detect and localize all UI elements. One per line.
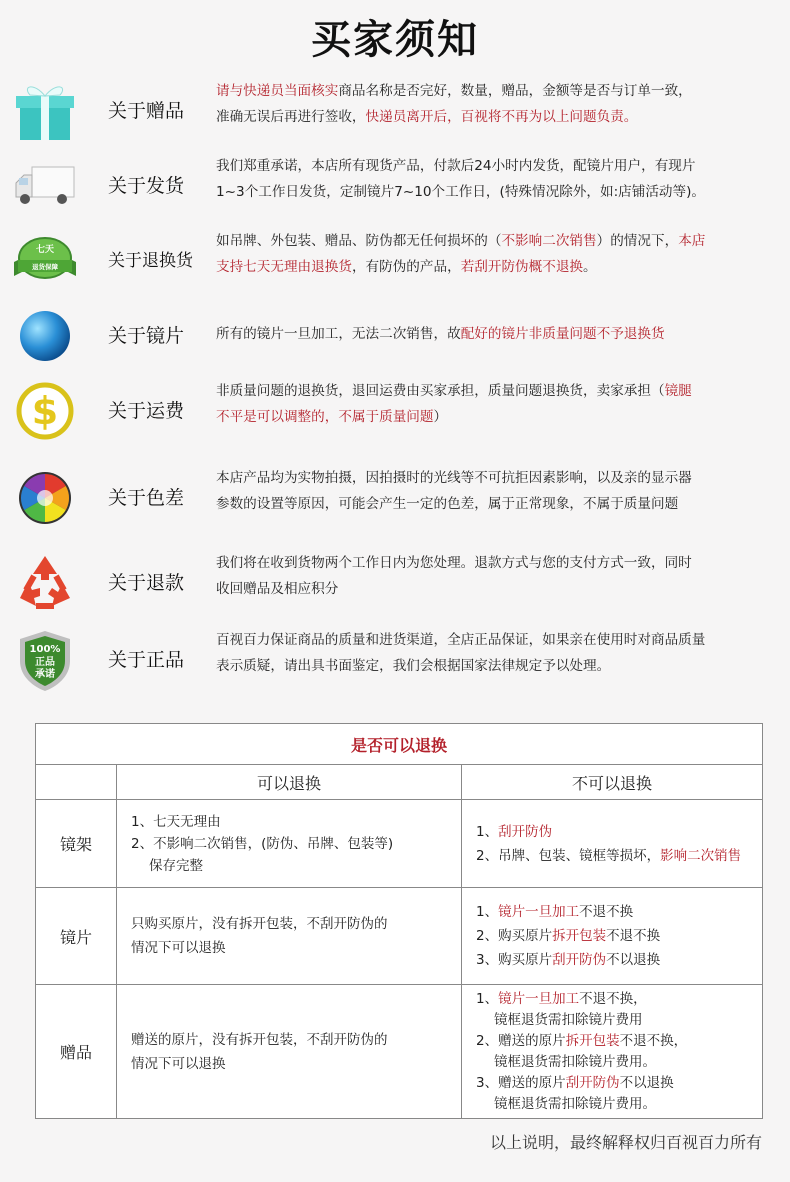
notice-text: 1~3个工作日发货，定制镜片7~10个工作日，(特殊情况除外，如:店铺活动等)。 [216,184,706,200]
notice-line [216,254,776,280]
notice-label: 关于退款 [108,572,185,594]
notice-lens [0,303,790,383]
return-policy-table [35,723,763,1119]
notice-text: 如吊牌、外包装、赠品、防伪都无任何损坏的（ [216,233,502,249]
notice-line [216,576,776,602]
notice-line [216,104,776,130]
cannot-return-cell [462,888,763,985]
cell-text: 刮开防伪 [565,1074,620,1091]
seven-day-guarantee-badge-icon [12,228,78,294]
cell-line: 保存完整 [149,857,203,874]
cell-line [476,844,754,868]
notice-text: 百视百力保证商品的质量和进货渠道，全店正品保证，如果亲在使用时对商品质量 [216,632,706,648]
badge-text: 100% [29,644,61,655]
notice-text: 本店产品均为实物拍摄，因拍摄时的光线等不可抗拒因素影响，以及亲的显示器 [216,470,692,486]
notice-text: 快递员离开后，百视将不再为以上问题负责。 [365,109,638,125]
notice-line [216,653,776,679]
can-return-cell [117,888,462,985]
cell-text: 2、购买原片 [476,928,553,944]
cell-text: 拆开包装 [552,928,607,944]
notice-text: 镜腿 [664,383,692,399]
badge-text: 承诺 [35,669,55,680]
notice-color-difference [0,465,790,545]
notice-text: 本店 [678,233,706,249]
column-header-can-return: 可以退换 [117,765,462,800]
dollar-coin-icon [12,378,78,444]
notice-text: ，有防伪的产品， [351,259,461,275]
color-wheel-icon [12,465,78,531]
table-row [36,800,763,888]
page-title: 买家须知 [311,17,479,63]
notice-desc [216,550,776,602]
notice-freight [0,378,790,458]
cell-line [476,900,754,924]
notice-desc [216,228,776,280]
notice-return [0,228,790,308]
cell-text: 3、购买原片 [476,952,553,968]
cell-text: 1、 [476,823,499,840]
cell-line: 情况下可以退换 [131,1055,226,1072]
cell-line: 镜框退货需扣除镜片费用。 [494,1053,656,1070]
notice-label: 关于镜片 [108,325,185,347]
cell-text: 2、赠送的原片 [476,1032,566,1049]
notice-gift [0,78,790,158]
cell-text: 不以退换 [606,952,661,968]
notice-line [216,78,776,104]
notice-line [216,627,776,653]
cell-line: 2、不影响二次销售，(防伪、吊牌、包装等) [131,835,394,852]
notice-label: 关于发货 [108,175,185,197]
cannot-return-cell [462,985,763,1119]
authentic-shield-icon [12,627,78,693]
recycle-arrows-icon [12,550,78,616]
notice-line [216,465,776,491]
cell-line: 镜框退货需扣除镜片费用 [494,1011,643,1028]
row-category: 镜片 [36,888,117,985]
notice-label: 关于色差 [108,487,185,509]
cell-text: 1、 [476,904,499,920]
notice-text: 不影响二次销售 [501,233,597,249]
cell-line [476,1031,754,1052]
column-header-cannot-return: 不可以退换 [462,765,763,800]
notice-desc [216,627,776,679]
notice-desc [216,321,776,347]
notice-desc [216,465,776,517]
notice-text: 非质量问题的退换货，退回运费由买家承担，质量问题退换货，卖家承担（ [216,383,665,399]
notice-text: 商品名称是否完好，数量，赠品，金额等是否与订单一致， [338,83,692,99]
notice-text: 。 [583,259,597,275]
notice-text: ） [433,409,448,425]
notice-line [216,404,776,430]
notice-label: 关于运费 [108,400,185,422]
notice-authentic [0,627,790,707]
table-header-row [36,765,763,800]
cell-line [476,948,754,972]
cell-line: 只购买原片，没有拆开包装，不刮开防伪的 [131,916,388,932]
row-category: 镜架 [36,800,117,888]
notice-line [216,228,776,254]
notice-text: ）的情况下， [596,233,679,249]
table-row [36,888,763,985]
notice-text: 配好的镜片非质量问题不予退换货 [460,326,665,342]
cell-text: 不退不换， [619,1032,688,1049]
table-title-row [36,724,763,765]
cell-text: 1、 [476,990,499,1007]
notice-text: 准确无误后再进行签收， [216,109,366,125]
cell-text: 不以退换 [619,1074,674,1091]
notice-text: 若刮开防伪概不退换 [460,259,584,275]
notice-refund [0,550,790,630]
notice-text: 表示质疑，请出具书面鉴定，我们会根据国家法律规定予以处理。 [216,658,611,674]
table-corner-cell [36,765,117,800]
notice-line [216,550,776,576]
notice-line [216,321,776,347]
cell-text: 影响二次销售 [660,847,742,864]
table-row [36,985,763,1119]
badge-text: 七天 [35,245,55,255]
notice-text: 我们将在收到货物两个工作日内为您处理。退款方式与您的支付方式一致，同时 [216,555,692,571]
notice-line [216,179,776,205]
cell-line [476,989,754,1010]
svg-text:$: $ [31,389,59,433]
cell-text: 拆开包装 [565,1032,620,1049]
notice-label: 关于退换货 [108,251,193,271]
cell-line [476,1073,754,1094]
footer-note: 以上说明，最终解释权归百视百力所有 [489,1133,762,1152]
gift-box-icon [12,78,78,144]
cell-text: 2、吊牌、包装、镜框等损坏， [476,847,661,864]
notice-desc [216,78,776,130]
can-return-cell [117,985,462,1119]
cell-text: 镜片一旦加工 [498,990,580,1007]
cell-text: 刮开防伪 [552,952,607,968]
notice-line [216,153,776,179]
notice-text: 请与快递员当面核实 [216,83,339,99]
cell-text: 刮开防伪 [498,823,553,840]
cell-line: 镜框退货需扣除镜片费用。 [494,1095,656,1112]
cell-text: 镜片一旦加工 [498,904,580,920]
notice-label: 关于赠品 [108,100,185,122]
notice-text: 参数的设置等原因，可能会产生一定的色差，属于正常现象，不属于质量问题 [216,496,679,512]
cell-text: 不退不换， [579,990,647,1007]
notice-text: 不平是可以调整的，不属于质量问题 [216,409,434,425]
cell-line: 1、七天无理由 [131,813,221,830]
notice-text: 收回赠品及相应积分 [216,581,339,597]
notice-desc [216,153,776,205]
cell-text: 不退不换 [579,904,634,920]
cell-line [476,820,754,844]
can-return-cell [117,800,462,888]
notice-line [216,378,776,404]
notice-desc [216,378,776,430]
notice-text: 我们郑重承诺，本店所有现货产品，付款后24小时内发货，配镜片用户，有现片 [216,158,696,174]
notice-shipping [0,153,790,233]
notice-label: 关于正品 [108,649,185,671]
cell-line: 情况下可以退换 [131,940,226,956]
badge-text: 退货保障 [32,263,58,271]
cannot-return-cell [462,800,763,888]
cell-text: 不退不换 [606,928,661,944]
row-category: 赠品 [36,985,117,1119]
badge-text: 正品 [35,657,55,668]
notice-text: 支持七天无理由退换货 [216,259,352,275]
notice-text: 所有的镜片一旦加工，无法二次销售，故 [216,326,461,342]
notice-line [216,491,776,517]
table-title: 是否可以退换 [36,724,763,765]
cell-line: 赠送的原片，没有拆开包装，不刮开防伪的 [131,1031,388,1048]
cell-text: 3、赠送的原片 [476,1074,566,1091]
delivery-truck-icon [12,153,78,219]
lens-sphere-icon [12,303,78,369]
cell-line [476,924,754,948]
